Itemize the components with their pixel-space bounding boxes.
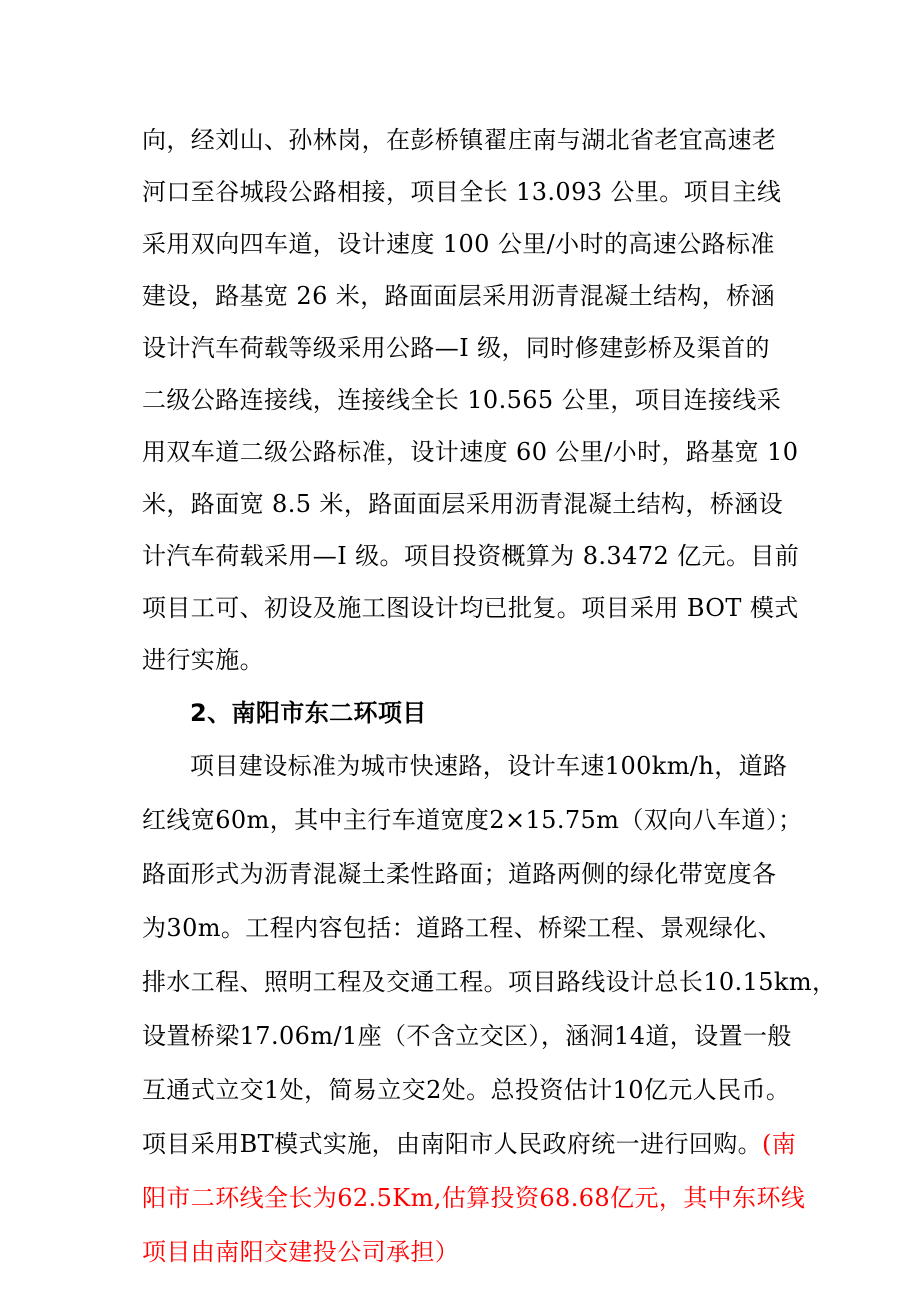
- paragraph-line: 红线宽60m，其中主行车道宽度2×15.75m（双向八车道）；: [142, 806, 803, 834]
- paragraph-line: [142, 1128, 797, 1160]
- red-note-start: (南: [762, 1130, 797, 1158]
- paragraph-line: 进行实施。: [142, 646, 264, 674]
- paragraph-line: 设计汽车荷载等级采用公路—I 级，同时修建彭桥及渠首的: [142, 334, 770, 362]
- paragraph-line: 计汽车荷载采用—I 级。项目投资概算为 8.3472 亿元。目前: [142, 542, 800, 570]
- paragraph-line: 项目工可、初设及施工图设计均已批复。项目采用 BOT 模式: [142, 594, 799, 622]
- paragraph-line: 互通式立交1处，简易立交2处。总投资估计10亿元人民币。: [142, 1076, 791, 1104]
- red-note-line: 项目由南阳交建投公司承担）: [142, 1238, 460, 1266]
- red-note-line: 阳市二环线全长为62.5Km,估算投资68.68亿元，其中东环线: [142, 1184, 806, 1212]
- paragraph-line: 建设，路基宽 26 米，路面面层采用沥青混凝土结构，桥涵: [142, 282, 775, 310]
- section-heading: 2、南阳市东二环项目: [190, 699, 427, 727]
- paragraph-line: 河口至谷城段公路相接，项目全长 13.093 公里。项目主线: [142, 178, 782, 206]
- paragraph-line: 向，经刘山、孙林岗，在彭桥镇翟庄南与湖北省老宜高速老: [142, 126, 777, 154]
- paragraph-line: 项目建设标准为城市快速路，设计车速100km/h，道路: [190, 752, 788, 780]
- paragraph-line: 二级公路连接线，连接线全长 10.565 公里，项目连接线采: [142, 386, 782, 414]
- paragraph-line: 米，路面宽 8.5 米，路面面层采用沥青混凝土结构，桥涵设: [142, 490, 784, 518]
- paragraph-line: 为30m。工程内容包括：道路工程、桥梁工程、景观绿化、: [142, 914, 783, 942]
- paragraph-line: 采用双向四车道，设计速度 100 公里/小时的高速公路标准: [142, 230, 775, 258]
- paragraph-line: 路面形式为沥青混凝土柔性路面；道路两侧的绿化带宽度各: [142, 860, 777, 888]
- paragraph-line: 设置桥梁17.06m/1座（不含立交区），涵洞14道，设置一般: [142, 1022, 792, 1050]
- paragraph-line: 用双车道二级公路标准，设计速度 60 公里/小时，路基宽 10: [142, 438, 799, 466]
- paragraph-text: 项目采用BT模式实施，由南阳市人民政府统一进行回购。: [142, 1130, 763, 1158]
- paragraph-line: 排水工程、照明工程及交通工程。项目路线设计总长10.15km，: [142, 968, 837, 996]
